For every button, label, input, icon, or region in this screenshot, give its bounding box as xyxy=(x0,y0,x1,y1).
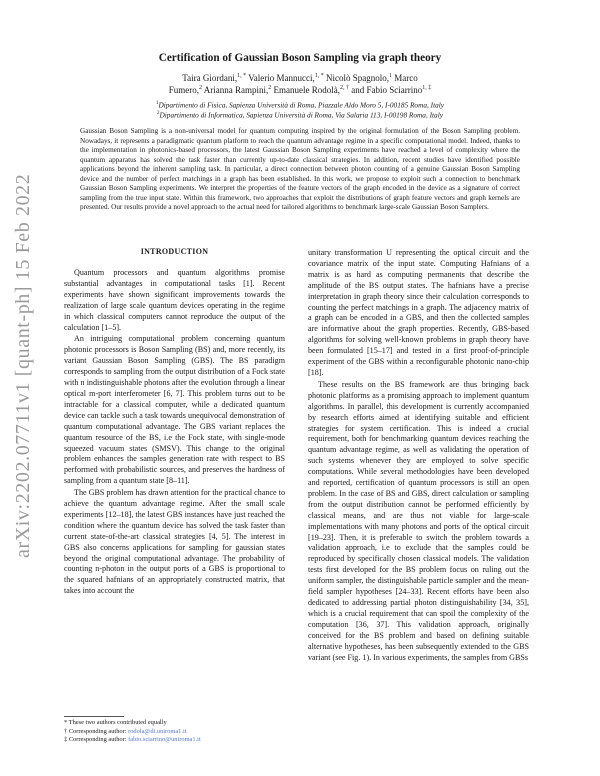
footnote-equal-contribution: * These two authors contributed equally xyxy=(64,719,167,726)
arxiv-stamp: arXiv:2202.07711v1 [quant-ph] 15 Feb 2022 xyxy=(12,173,34,558)
intro-paragraph-3: The GBS problem has drawn attention for the practical chance to achieve the quantum advantage regime. After the small scale experiments [12–18], the latest GBS instances have just reached the condition where the quantum device has solved the task faster than current state-of-the-art classical strategies [4, 5]. The interest in GBS also concerns applications for sampling for gaussian states beyond the original computational advantage. The probability of counting n-photon in the output ports of a GBS is proportional to the squared hafnians of an appropriately constructed matrix, that takes into account the xyxy=(64,488,285,596)
email-link-rodola[interactable]: rodola@di.uniroma1.it xyxy=(128,727,187,735)
affiliation-2: $^2$Dipartimento di Informatica, Sapienza Università di Roma, Via Salaria 113, I-00198 Roma, Italy xyxy=(157,110,443,120)
abstract: Gaussian Boson Sampling is a non-universal model for quantum computing inspired by the original formulation of the Boson Sampling problem. Nowadays, it represents a paradigmatic quantum platform to reach the quantum advantage regime in a specific computational model. Indeed, thanks to the implementation in photonics-based processors, the latest Gaussian Boson Sampling experiments have reached a level of complexity where the quantum apparatus has solved the task faster than currently up-to-date classical strategies. In addition, recent studies have identified possible applications beyond the inherent sampling task. In particular, a direct connection between photon counting of a genuine Gaussian Boson Sampling device and the number of perfect matchings in a graph has been established. In this work, we propose to exploit such a connection to benchmark Gaussian Boson Sampling experiments. We interpret the properties of the feature vectors of the graph encoded in the device as a signature of correct sampling from the true input state. Within this framework, two approaches that exploit the distributions of graph feature vectors and graph kernels are presented. Our results provide a novel approach to the actual need for tailored algorithms to benchmark large-scale Gaussian Boson Samplers. xyxy=(80,127,520,212)
email-link-sciarrino[interactable]: fabio.sciarrino@uniroma1.it xyxy=(128,736,201,744)
paper-title: Certification of Gaussian Boson Sampling via graph theory xyxy=(158,52,442,64)
affiliation-1: $^1$Dipartimento di Fisica, Sapienza Università di Roma, Piazzale Aldo Moro 5, I-00185 Roma, Italy xyxy=(155,100,445,110)
footnote-corresponding-1: † Corresponding author: rodola@di.uniroma1.it xyxy=(64,727,187,735)
author-list: Taira Giordani,$^{1, *}$ Valerio Mannucci,$^{1, *}$ Nicolò Spagnolo,$^1$ Marco Fumero,$^2$ Arianna Rampini,$^2$ Emanuele Rodolà,$^{2, \dagger}$ and Fabio Sciarrino$^{1, \ddagger}$ xyxy=(168,73,432,95)
footnote-divider xyxy=(64,716,124,717)
section-heading-introduction: INTRODUCTION xyxy=(140,247,209,256)
footnote-corresponding-2: ‡ Corresponding author: fabio.sciarrino@uniroma1.it xyxy=(64,736,201,744)
intro-paragraph-2: An intriguing computational problem concerning quantum photonic processors is Boson Sampling (BS) and, more recently, its variant Gaussian Boson Sampling (GBS). The BS paradigm corresponds to sampling from the output distribution of a Fock state with n indistinguishable photons after the evolution through a linear optical m-port interferometer [6, 7]. This problem turns out to be intractable for a classical computer, while a dedicated quantum device can tackle such a task towards unequivocal demonstration of quantum computational advantage. The GBS variant replaces the quantum resource of the BS, i.e the Fock state, with single-mode squeezed vacuum states (SMSV). This change to the original problem enhances the samples generation rate with respect to BS performed with probabilistic sources, and preserves the hardness of sampling from a quantum state [8–11]. xyxy=(64,334,285,486)
footnotes xyxy=(64,719,285,745)
left-column xyxy=(64,268,285,597)
intro-paragraph-1: Quantum processors and quantum algorithms promise substantial advantages in computational tasks [1]. Recent experiments have shown significant improvements towards the realization of large scale quantum devices operating in the regime in which classical computers cannot reproduce the output of the calculation [1–5]. xyxy=(64,268,285,332)
right-column xyxy=(308,248,529,663)
intro-paragraph-4: unitary transformation U representing the optical circuit and the covariance matrix of the input state. Computing Hafnians of a matrix is as hard as computing permanents that describe the amplitude of the BS output states. The hafnians have a precise interpretation in graph theory since their calculation corresponds to counting the perfect matchings in a graph. The adjacency matrix of a graph can be encoded in a GBS, and then the collected samples are informative about the graph properties. Recently, GBS-based algorithms for solving well-known problems in graph theory have been formulated [15–17] and tested in a first proof-of-principle experiment of the GBS within a reconfigurable photonic nano-chip [18]. xyxy=(308,248,529,377)
intro-paragraph-5: These results on the BS framework are thus bringing back photonic platforms as a promising approach to implement quantum algorithms. In parallel, this development is currently accompanied by research efforts aimed at identifying suitable and efficient strategies for system certification. This is indeed a crucial requirement, both for benchmarking quantum devices reaching the quantum advantage regime, as well as validating the operation of such systems whenever they are employed to solve specific computations. While several methodologies have been developed and reported, certification of quantum processors is still an open problem. In the case of BS and GBS, direct calculation or sampling from the output distribution cannot be performed efficiently by classical means, and are thus not viable for large-scale implementations with many photons and ports of the optical circuit [19–23]. Then, it is preferable to switch the problem towards a validation approach, i.e to exclude that the samples could be reproduced by specifically chosen classical models. The validation tests first developed for the BS problem focus on ruling out the uniform sampler, the distinguishable particle sampler and the mean-field sampler hypotheses [24–33]. Recent efforts have been also dedicated to addressing partial photon distinguishability [34, 35], which is a crucial requirement that can spoil the complexity of the computation [36, 37]. This validation approach, originally conceived for the BS problem and based on defining suitable alternative hypotheses, has been subsequently extended to the GBS variant (see Fig. 1). In various experiments, the samples from GBSs xyxy=(308,379,529,662)
